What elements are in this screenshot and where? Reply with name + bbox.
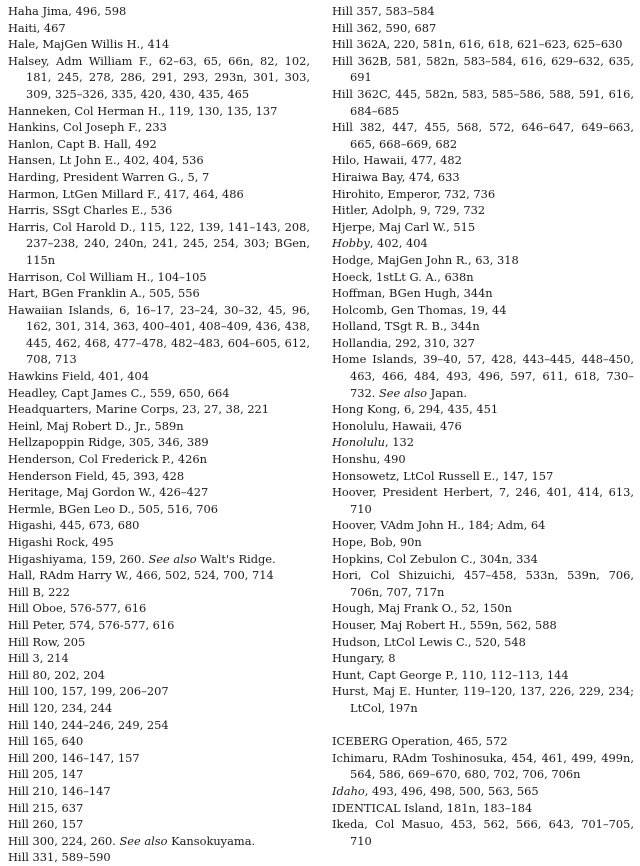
index-entry — [8, 783, 310, 800]
index-entry — [332, 434, 634, 451]
index-entry-text: Hellzapoppin Ridge, 305, 346, 389 — [8, 435, 209, 450]
index-entry-text: Honsowetz, LtCol Russell E., 147, 157 — [332, 468, 554, 483]
index-entry-text: Honshu, 490 — [332, 452, 406, 467]
index-entry — [332, 551, 634, 568]
index-entry-italic-text: Honolulu — [332, 435, 385, 450]
index-entry — [332, 567, 634, 600]
index-entry — [332, 302, 634, 319]
index-entry-text: , 132 — [384, 435, 414, 450]
index-entry — [8, 667, 310, 684]
index-entry — [332, 468, 634, 485]
index-entry — [8, 650, 310, 667]
index-entry-text: Hudson, LtCol Lewis C., 520, 548 — [332, 634, 526, 649]
index-entry — [8, 103, 310, 120]
index-entry-text: Houser, Maj Robert H., 559n, 562, 588 — [332, 617, 557, 632]
index-entry — [332, 401, 634, 418]
index-entry-text: Hill 362A, 220, 581n, 616, 618, 621–623, 625–630 — [332, 37, 623, 52]
index-entry — [332, 152, 634, 169]
index-entry-text: Hill 362C, 445, 582n, 583, 585–586, 588, 591, 616, 684–685 — [332, 86, 634, 118]
index-entry — [8, 517, 310, 534]
index-entry — [8, 186, 310, 203]
index-entry — [332, 53, 634, 86]
index-entry-italic-text: See also — [119, 833, 168, 848]
index-entry-text: Hoover, President Herbert, 7, 246, 401, 414, 613, 710 — [332, 485, 634, 516]
index-entry — [332, 235, 634, 252]
index-entry-text: Hollandia, 292, 310, 327 — [332, 335, 475, 350]
index-entry-text: Hodge, MajGen John R., 63, 318 — [332, 252, 519, 267]
index-entry-italic-text: Hobby — [332, 236, 370, 251]
index-entry-text: Hill Oboe, 576-577, 616 — [8, 601, 147, 616]
index-entry-text: Hilo, Hawaii, 477, 482 — [332, 153, 462, 168]
index-entry — [8, 551, 310, 568]
index-entry-text: Heinl, Maj Robert D., Jr., 589n — [8, 418, 184, 433]
index-entry-text: Hill 210, 146–147 — [8, 783, 111, 798]
index-entry — [332, 202, 634, 219]
index-entry-text: Hill 3, 214 — [8, 651, 69, 666]
index-entry — [8, 418, 310, 435]
index-entry — [332, 750, 634, 783]
index-entry — [8, 401, 310, 418]
index-entry-text: Hall, RAdm Harry W., 466, 502, 524, 700, 714 — [8, 568, 274, 583]
index-entry — [8, 20, 310, 37]
index-entry-text: Japan. — [427, 385, 468, 400]
index-entry-text: Home Islands, 39–40, 57, 428, 443–445, 448–450, 463, 466, 484, 493, 496, 597, 611, 618, 730–732. — [332, 352, 634, 400]
index-entry-text: Hill 215, 637 — [8, 800, 84, 815]
index-entry-text: Haiti, 467 — [8, 20, 66, 35]
index-entry — [8, 484, 310, 501]
index-entry-text: Ikeda, Col Masuo, 453, 562, 566, 643, 701–705, 710 — [332, 817, 634, 848]
index-entry — [8, 733, 310, 750]
index-entry — [332, 269, 634, 286]
index-entry — [8, 833, 310, 850]
index-entry-italic-text: See also — [378, 385, 428, 400]
index-entry — [8, 202, 310, 219]
index-entry-text: Hawaiian Islands, 6, 16–17, 23–24, 30–32, 45, 96, 162, 301, 314, 363, 400–401, 408–409, 436, 438, 445, 462, 468, 477–478, 482–483, 604–605, 612, 708, 713 — [8, 302, 310, 367]
index-entry — [8, 385, 310, 402]
index-entry-text: Higashiyama, 159, 260. — [8, 551, 149, 566]
index-entry-text: Kansokuyama. — [167, 833, 256, 848]
index-entry-text: ICEBERG Operation, 465, 572 — [332, 734, 508, 749]
index-column-right — [332, 3, 634, 849]
index-entry — [332, 650, 634, 667]
index-entry — [332, 634, 634, 651]
index-entry-text: Hill 205, 147 — [8, 767, 84, 782]
index-entry — [8, 634, 310, 651]
index-entry — [8, 269, 310, 286]
index-entry — [8, 816, 310, 833]
index-entry-text: Haha Jima, 496, 598 — [8, 4, 127, 18]
index-entry — [332, 534, 634, 551]
index-entry-text: Hope, Bob, 90n — [332, 535, 422, 549]
index-entry — [8, 136, 310, 153]
index-entry-text: Harmon, LtGen Millard F., 417, 464, 486 — [8, 186, 244, 201]
index-entry-text: Hunt, Capt George P., 110, 112–113, 144 — [332, 667, 569, 682]
index-entry — [8, 501, 310, 518]
index-entry-text: Hitler, Adolph, 9, 729, 732 — [332, 203, 486, 218]
index-entry-text: Hanlon, Capt B. Hall, 492 — [8, 136, 157, 151]
index-entry — [8, 683, 310, 700]
index-entry-text: Henderson Field, 45, 393, 428 — [8, 468, 185, 483]
index-entry-text: Harding, President Warren G., 5, 7 — [8, 169, 210, 184]
index-entry-text: Hoover, VAdm John H., 184; Adm, 64 — [332, 518, 546, 533]
index-entry — [8, 717, 310, 734]
index-entry — [332, 667, 634, 684]
index-entry — [332, 451, 634, 468]
index-entry — [8, 285, 310, 302]
index-entry — [332, 617, 634, 634]
index-entry-text: Halsey, Adm William F., 62–63, 65, 66n, 82, 102, 181, 245, 278, 286, 291, 293, 293n, 301, 303, 309, 325–326, 335, 420, 430, 435, 465 — [8, 53, 310, 101]
index-entry — [8, 302, 310, 368]
index-entry-text: Harrison, Col William H., 104–105 — [8, 269, 207, 284]
index-entry — [8, 219, 310, 269]
index-entry-text: , 402, 404 — [369, 236, 428, 251]
index-entry-text: Hill 165, 640 — [8, 734, 84, 749]
index-entry — [332, 169, 634, 186]
index-entry-text: Hill 362, 590, 687 — [332, 20, 437, 35]
index-entry-text: Heritage, Maj Gordon W., 426–427 — [8, 485, 209, 500]
index-entry-text: Headley, Capt James C., 559, 650, 664 — [8, 385, 230, 400]
index-entry — [332, 484, 634, 517]
index-entry — [8, 451, 310, 468]
index-entry — [8, 468, 310, 485]
index-entry-text: Hill 140, 244–246, 249, 254 — [8, 717, 169, 732]
index-entry — [8, 3, 310, 20]
index-entry — [332, 318, 634, 335]
index-entry-text: Harris, Col Harold D., 115, 122, 139, 141–143, 208, 237–238, 240, 240n, 241, 245, 254, 303; BGen, 115n — [8, 219, 310, 267]
index-entry — [8, 434, 310, 451]
index-entry — [332, 800, 634, 817]
index-entry — [8, 119, 310, 136]
index-entry — [8, 36, 310, 53]
index-entry-text: Honolulu, Hawaii, 476 — [332, 418, 462, 433]
index-entry-text: Hanneken, Col Herman H., 119, 130, 135, 137 — [8, 103, 278, 118]
index-entry — [332, 683, 634, 716]
index-entry-text: Hill 100, 157, 199, 206–207 — [8, 684, 169, 699]
index-entry — [8, 169, 310, 186]
index-entry-text: Hopkins, Col Zebulon C., 304n, 334 — [332, 551, 538, 566]
index-entry-text: Hungary, 8 — [332, 651, 396, 666]
index-entry — [332, 517, 634, 534]
index-entry-text: IDENTICAL Island, 181n, 183–184 — [332, 800, 533, 815]
index-entry-italic-text: See also — [148, 551, 197, 566]
index-entry-text: Hill 331, 589–590 — [8, 850, 111, 865]
index-entry — [8, 534, 310, 551]
index-entry — [8, 584, 310, 601]
index-entry-text: Hankins, Col Joseph F., 233 — [8, 120, 167, 135]
index-entry — [332, 36, 634, 53]
index-entry-text: Hill 362B, 581, 582n, 583–584, 616, 629–632, 635, 691 — [332, 53, 634, 85]
index-entry — [8, 849, 310, 866]
index-entry — [332, 335, 634, 352]
index-entry-text: Hill 120, 234, 244 — [8, 700, 113, 715]
index-entry-text: Hori, Col Shizuichi, 457–458, 533n, 539n, 706, 706n, 707, 717n — [332, 568, 634, 599]
index-entry-text: Hong Kong, 6, 294, 435, 451 — [332, 402, 499, 417]
index-entry-text: Hermle, BGen Leo D., 505, 516, 706 — [8, 501, 219, 516]
index-entry — [8, 750, 310, 767]
index-entry-text: Higashi Rock, 495 — [8, 535, 114, 549]
index-entry — [332, 600, 634, 617]
index-entry-text: Hill 200, 146–147, 157 — [8, 750, 140, 765]
index-entry-italic-text: Idaho — [332, 783, 365, 798]
index-entry-text: Harris, SSgt Charles E., 536 — [8, 203, 173, 218]
index-entry — [8, 152, 310, 169]
index-entry-text: Hill Peter, 574, 576-577, 616 — [8, 617, 175, 632]
index-entry — [332, 733, 634, 750]
index-entry — [8, 600, 310, 617]
index-entry — [332, 285, 634, 302]
index-entry-text: Hjerpe, Maj Carl W., 515 — [332, 219, 476, 234]
index-entry-text: Hill B, 222 — [8, 584, 70, 599]
index-entry — [332, 119, 634, 152]
index-entry-text: Hart, BGen Franklin A., 505, 556 — [8, 286, 200, 301]
index-entry — [8, 567, 310, 584]
index-entry — [8, 617, 310, 634]
index-entry-text: Hansen, Lt John E., 402, 404, 536 — [8, 153, 204, 168]
index-entry — [332, 3, 634, 20]
index-entry — [332, 783, 634, 800]
index-entry-text: Hiraiwa Bay, 474, 633 — [332, 169, 460, 184]
index-entry — [8, 368, 310, 385]
index-entry — [332, 816, 634, 849]
index-entry-text: Headquarters, Marine Corps, 23, 27, 38, 221 — [8, 402, 270, 417]
index-entry-text: Hough, Maj Frank O., 52, 150n — [332, 601, 512, 616]
index-entry — [332, 20, 634, 37]
index-entry-text: Hill 382, 447, 455, 568, 572, 646–647, 649–663, 665, 668–669, 682 — [332, 120, 634, 151]
index-entry-text: Henderson, Col Frederick P., 426n — [8, 452, 208, 467]
index-entry-text: Hoeck, 1stLt G. A., 638n — [332, 269, 474, 284]
index-entry-text: Holcomb, Gen Thomas, 19, 44 — [332, 302, 507, 317]
index-entry-text: Hale, MajGen Willis H., 414 — [8, 37, 170, 52]
index-entry-text: Higashi, 445, 673, 680 — [8, 518, 140, 533]
index-entry — [8, 800, 310, 817]
index-entry-text: Walt's Ridge. — [196, 551, 276, 566]
index-entry — [332, 186, 634, 203]
index-entry-text: Hill 260, 157 — [8, 817, 84, 832]
index-entry-text: Hill Row, 205 — [8, 634, 86, 649]
index-entry-text: Hill 357, 583–584 — [332, 4, 435, 18]
index-entry-text: Hill 80, 202, 204 — [8, 667, 105, 682]
index-entry-text: Hill 300, 224, 260. — [8, 833, 120, 848]
index-column-left — [8, 3, 310, 866]
index-entry-text: Hurst, Maj E. Hunter, 119–120, 137, 226, 229, 234; LtCol, 197n — [332, 684, 634, 715]
index-entry — [332, 252, 634, 269]
index-entry — [8, 766, 310, 783]
index-entry-text: Holland, TSgt R. B., 344n — [332, 319, 480, 334]
index-entry-text: Ichimaru, RAdm Toshinosuka, 454, 461, 499, 499n, 564, 586, 669–670, 680, 702, 706, 706n — [332, 750, 634, 782]
index-entry — [8, 53, 310, 103]
index-entry — [8, 700, 310, 717]
index-entry — [332, 351, 634, 401]
index-entry-text: , 493, 496, 498, 500, 563, 565 — [364, 783, 539, 798]
index-entry — [332, 418, 634, 435]
index-entry-text: Hoffman, BGen Hugh, 344n — [332, 286, 493, 301]
index-entry — [332, 86, 634, 119]
index-entry-text: Hawkins Field, 401, 404 — [8, 369, 150, 384]
index-entry — [332, 219, 634, 236]
index-entry-text: Hirohito, Emperor, 732, 736 — [332, 186, 496, 201]
